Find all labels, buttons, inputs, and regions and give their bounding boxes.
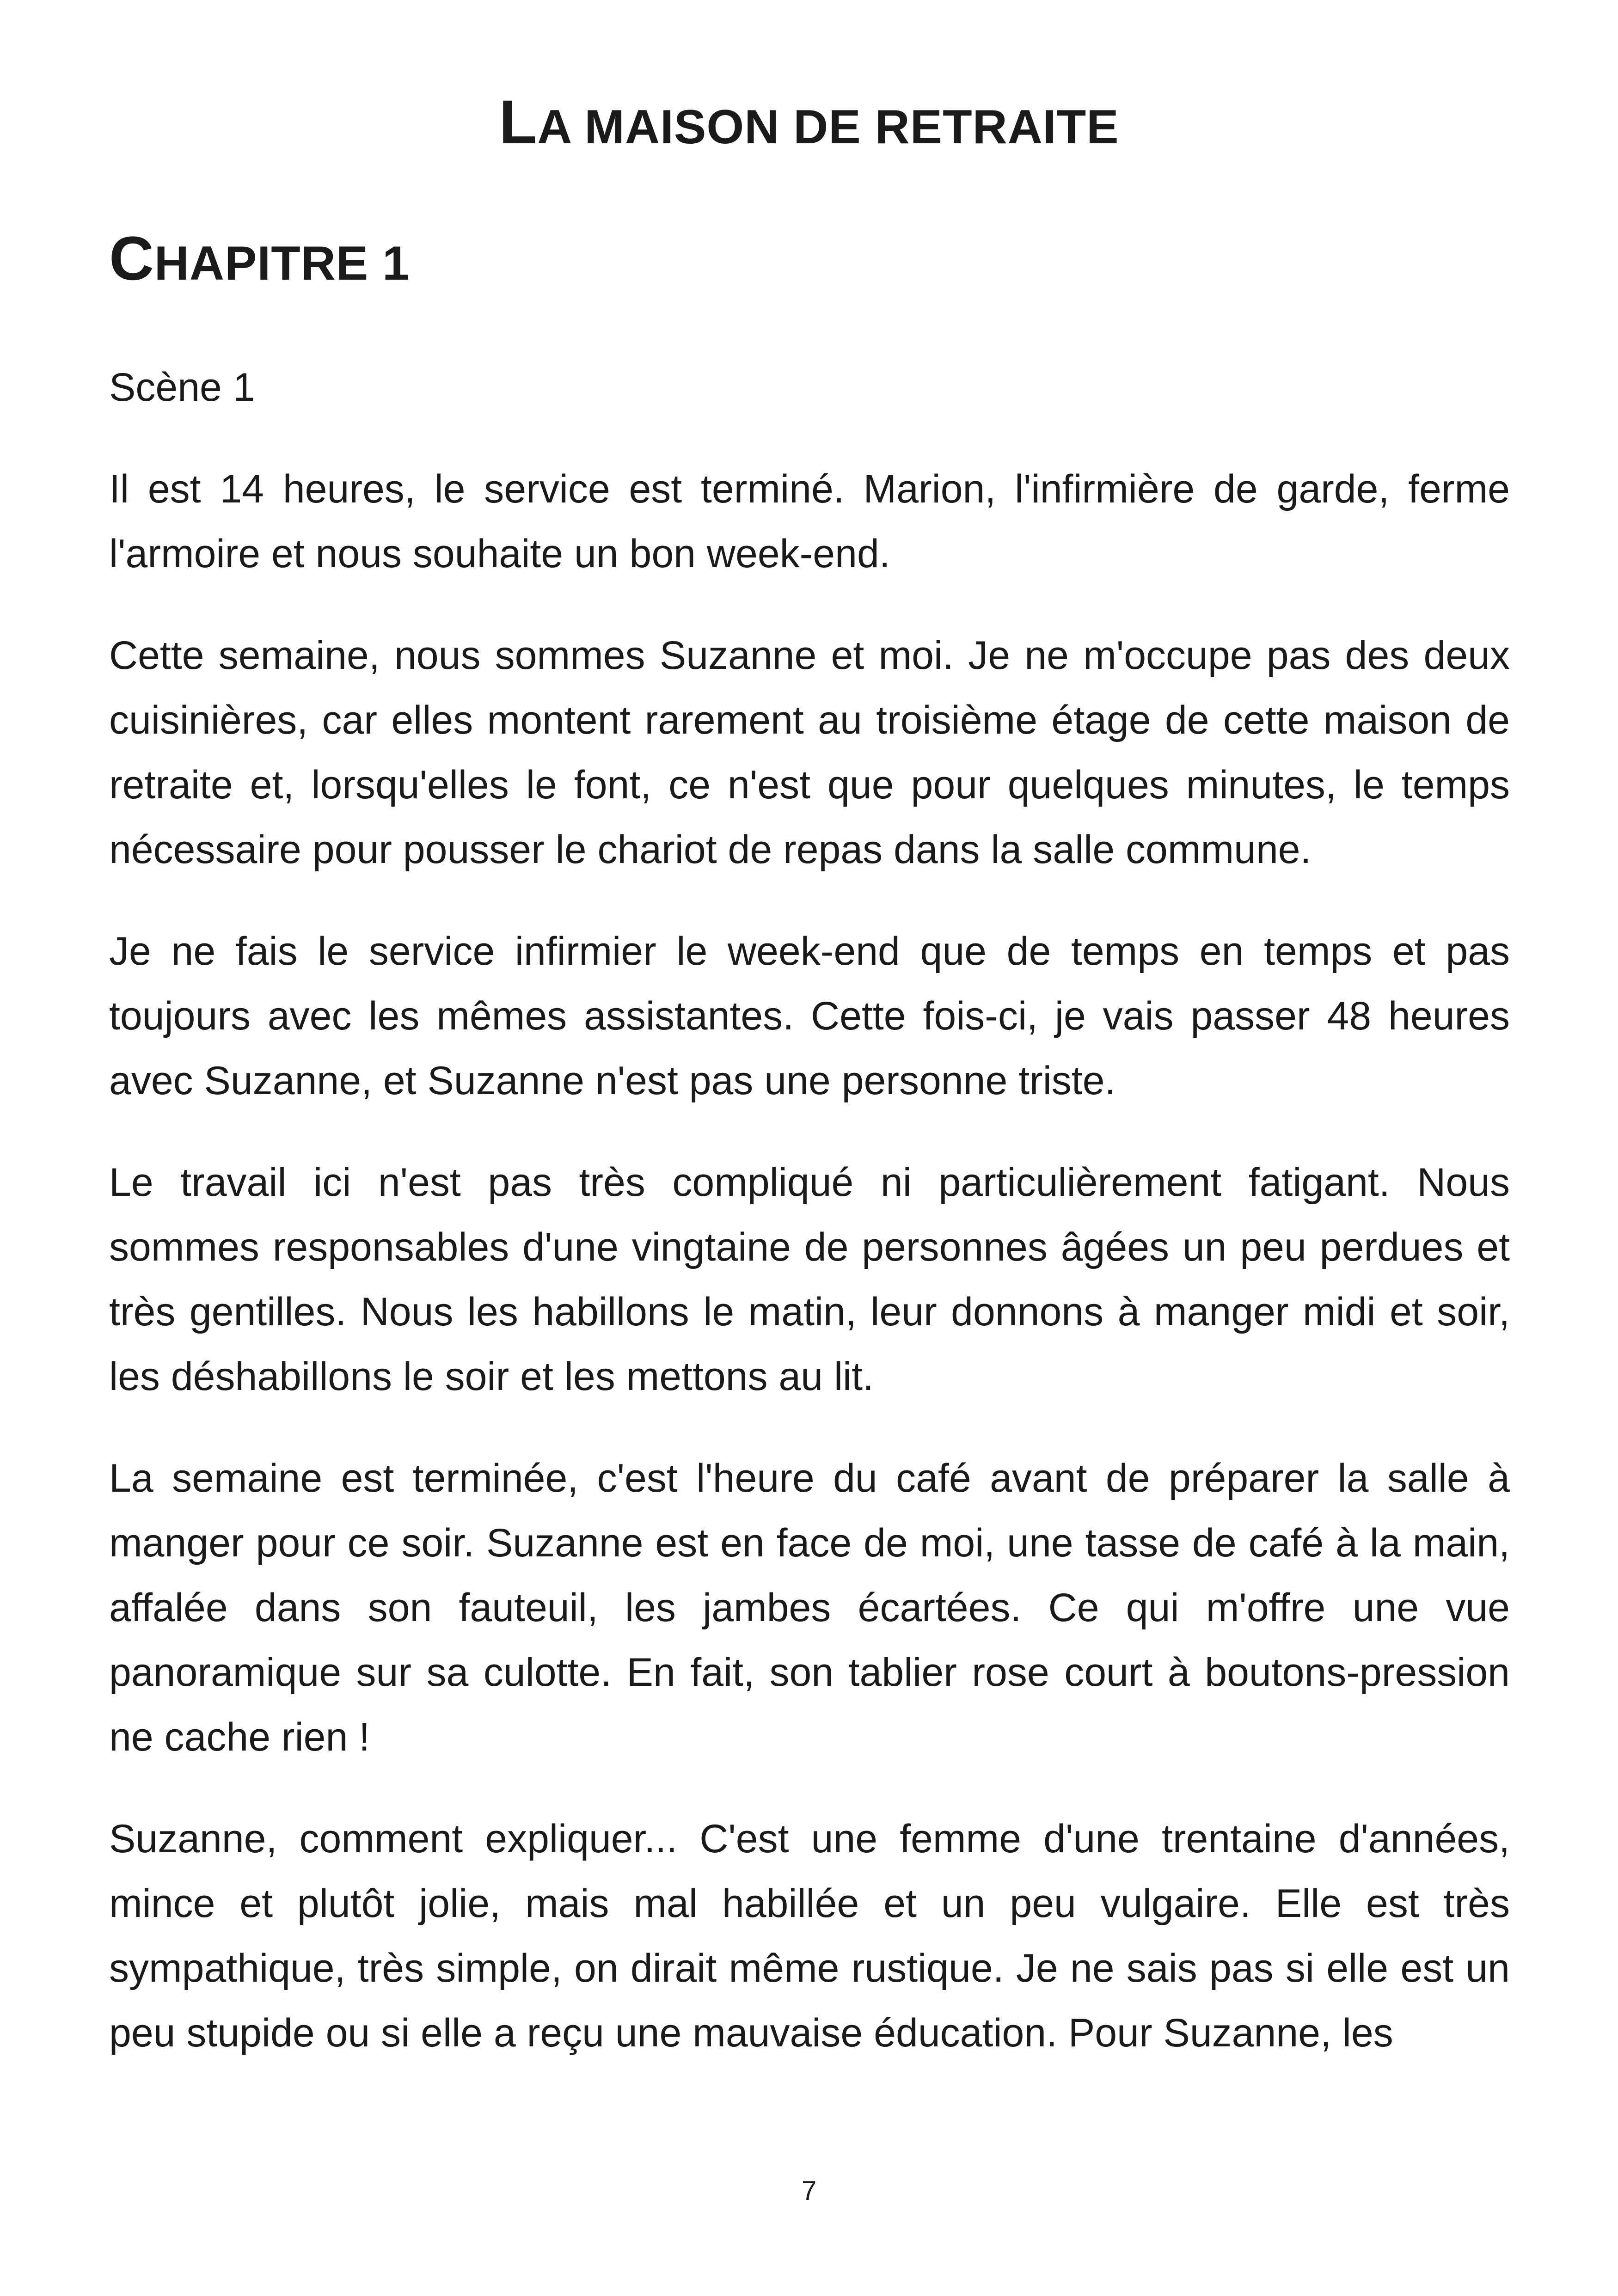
paragraph: La semaine est terminée, c'est l'heure du café avant de préparer la salle à manger pour ce soir. Suzanne est en face de moi, une tasse de café à la main, affalée dans son fauteuil, les jambes écartées. Ce qui m'offre une vue panoramique sur sa culotte. En fait, son tablier rose court à boutons-pression ne cache rien ! <box>109 1456 1510 1759</box>
chapter-title-rest: HAPITRE 1 <box>154 237 410 290</box>
chapter-title <box>109 224 410 296</box>
book-title-initial: L <box>499 88 538 157</box>
book-title-rest: A MAISON DE RETRAITE <box>537 100 1119 154</box>
chapter-title-initial: C <box>109 224 154 293</box>
paragraph: Il est 14 heures, le service est terminé. Marion, l'infirmière de garde, ferme l'armoire et nous souhaite un bon week-end. <box>109 467 1510 576</box>
paragraph: Je ne fais le service infirmier le week-end que de temps en temps et pas toujours avec les mêmes assistantes. Cette fois-ci, je vais passer 48 heures avec Suzanne, et Suzanne n'est pas une personne triste. <box>109 929 1510 1103</box>
book-title <box>0 90 1618 159</box>
scene-label: Scène 1 <box>109 365 255 410</box>
paragraph: Cette semaine, nous sommes Suzanne et moi. Je ne m'occupe pas des deux cuisinières, car elles montent rarement au troisième étage de cette maison de retraite et, lorsqu'elles le font, ce n'est que pour quelques minutes, le temps nécessaire pour pousser le chariot de repas dans la salle commune. <box>109 633 1510 872</box>
page-number: 7 <box>801 2176 817 2206</box>
body-text <box>109 355 1510 2102</box>
paragraph: Suzanne, comment expliquer... C'est une femme d'une trentaine d'années, mince et plutôt jolie, mais mal habillée et un peu vulgaire. Elle est très sympathique, très simple, on dirait même rustique. Je ne sais pas si elle est un peu stupide ou si elle a reçu une mauvaise éducation. Pour Suzanne, les <box>109 1817 1510 2055</box>
paragraph: Le travail ici n'est pas très compliqué ni particulièrement fatigant. Nous sommes responsables d'une vingtaine de personnes âgées un peu perdues et très gentilles. Nous les habillons le matin, leur donnons à manger midi et soir, les déshabillons le soir et les mettons au lit. <box>109 1160 1510 1399</box>
